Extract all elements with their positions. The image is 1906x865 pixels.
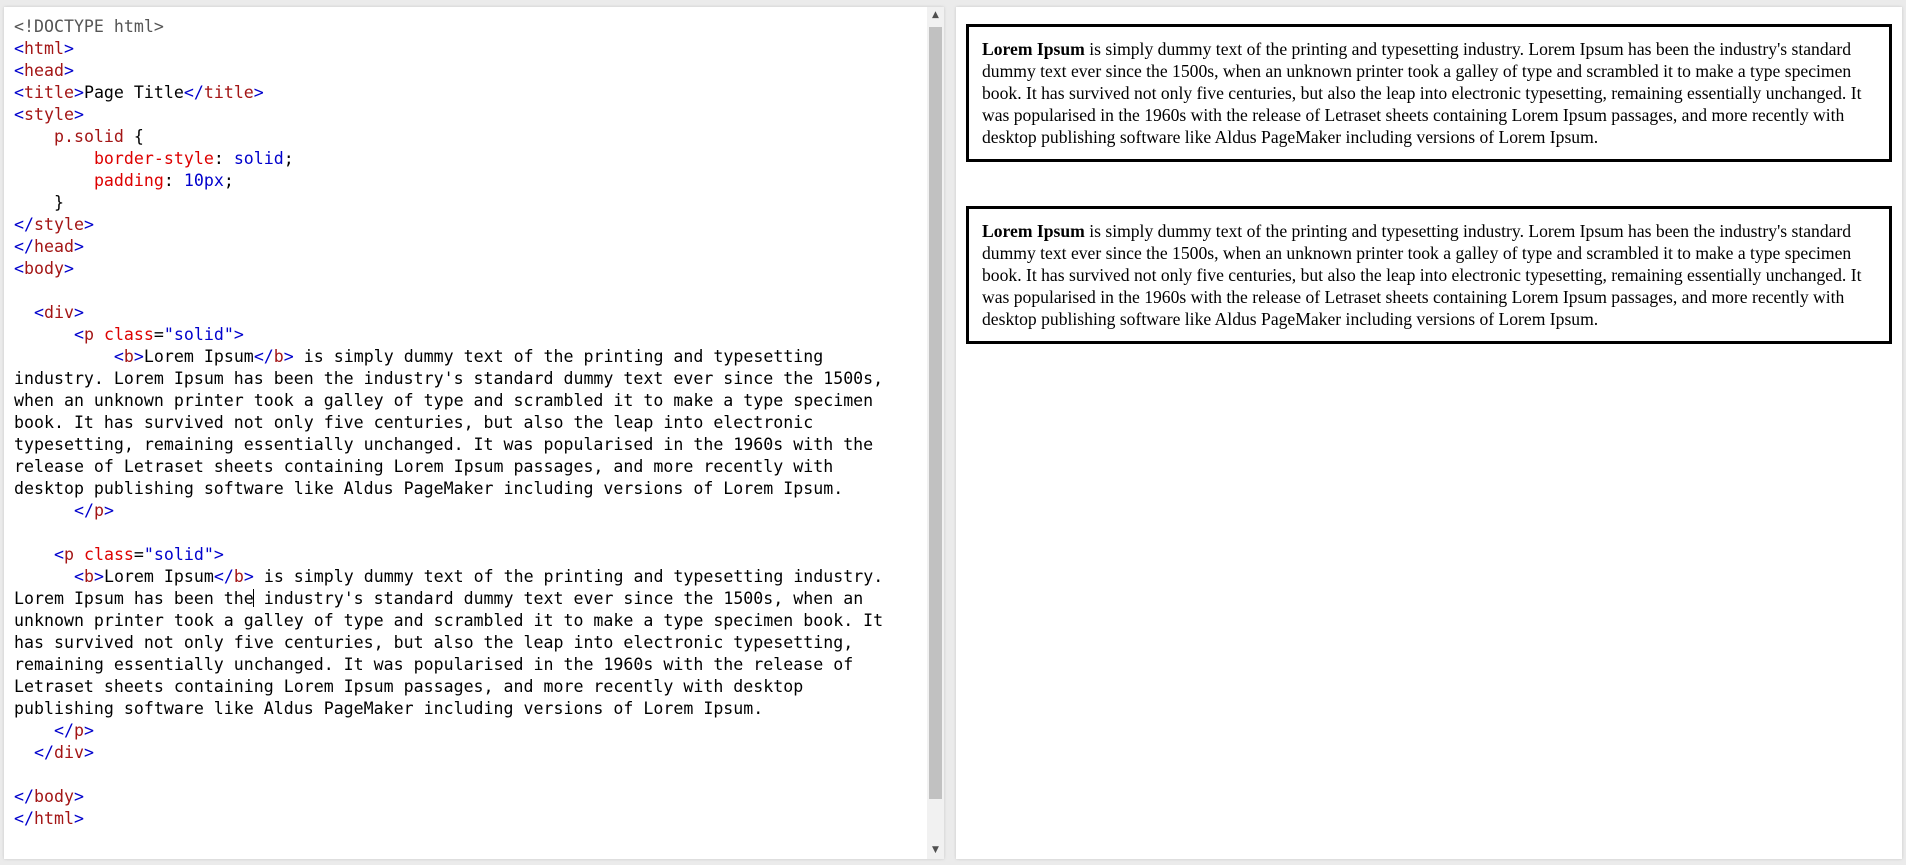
preview-paragraph-text: is simply dummy text of the printing and typesetting industry. Lorem Ipsum has been the industry's standard dummy text ever since the 1500s, when an unknown printer took a galley of type and scrambled it to make a type specimen book. It has survived not only five centuries, but also the leap into electronic typesetting, remaining essentially unchanged. It was popularised in the 1960s with the release of Letraset sheets containing Lorem Ipsum passages, and more recently with desktop publishing software like Aldus PageMaker including versions of Lorem Ipsum. bbox=[982, 221, 1862, 329]
code-token: > bbox=[73, 237, 84, 256]
code-token: > bbox=[63, 61, 74, 80]
code-line bbox=[14, 544, 919, 566]
code-token: > bbox=[103, 501, 114, 520]
code-line bbox=[14, 324, 919, 346]
code-token: < bbox=[14, 39, 24, 58]
code-token: Lorem Ipsum bbox=[143, 347, 254, 366]
code-token: ; bbox=[223, 171, 234, 190]
code-token bbox=[94, 325, 104, 344]
code-token bbox=[14, 171, 94, 190]
code-token: < bbox=[73, 325, 84, 344]
code-line bbox=[14, 126, 919, 148]
code-token: p bbox=[63, 545, 74, 564]
code-token bbox=[14, 127, 54, 146]
code-token: body bbox=[33, 787, 74, 806]
code-token: > bbox=[73, 809, 84, 828]
code-token: > bbox=[233, 325, 244, 344]
code-token: : bbox=[213, 149, 234, 168]
code-line bbox=[14, 214, 919, 236]
code-token: ; bbox=[283, 149, 294, 168]
code-token: > bbox=[83, 743, 94, 762]
code-line bbox=[14, 368, 919, 390]
code-line bbox=[14, 654, 919, 676]
code-line bbox=[14, 148, 919, 170]
code-token: > bbox=[73, 83, 84, 102]
code-token: < bbox=[14, 105, 24, 124]
code-token: border-style bbox=[93, 149, 214, 168]
code-token: typesetting, remaining essentially unchanged. It was popularised in the 1960s with the bbox=[14, 435, 874, 454]
code-line bbox=[14, 280, 919, 302]
code-line bbox=[14, 16, 919, 38]
code-line bbox=[14, 786, 919, 808]
code-token: Lorem Ipsum has been the bbox=[14, 589, 254, 608]
code-token: </ bbox=[14, 809, 34, 828]
code-token: remaining essentially unchanged. It was popularised in the 1960s with the release of bbox=[14, 655, 854, 674]
code-line bbox=[14, 38, 919, 60]
code-line bbox=[14, 632, 919, 654]
scroll-up-arrow-icon[interactable]: ▲ bbox=[932, 10, 939, 20]
code-token: > bbox=[133, 347, 144, 366]
code-token: when an unknown printer took a galley of type and scrambled it to make a type specimen bbox=[14, 391, 874, 410]
code-token: > bbox=[73, 787, 84, 806]
code-line bbox=[14, 742, 919, 764]
code-token: div bbox=[43, 303, 74, 322]
code-token bbox=[14, 501, 74, 520]
code-token: > bbox=[63, 39, 74, 58]
code-token: < bbox=[113, 347, 124, 366]
code-token: > bbox=[283, 347, 294, 366]
code-token: b bbox=[123, 347, 134, 366]
code-token: html bbox=[24, 39, 64, 58]
code-token: Lorem Ipsum bbox=[103, 567, 214, 586]
code-token bbox=[14, 567, 74, 586]
code-line bbox=[14, 236, 919, 258]
code-line bbox=[14, 764, 919, 786]
code-token: "solid" bbox=[163, 325, 234, 344]
code-line bbox=[14, 302, 919, 324]
code-token: </ bbox=[33, 743, 54, 762]
code-token: publishing software like Aldus PageMaker including versions of Lorem Ipsum. bbox=[14, 699, 764, 718]
preview-paragraph-text: is simply dummy text of the printing and typesetting industry. Lorem Ipsum has been the industry's standard dummy text ever since the 1500s, when an unknown printer took a galley of type and scrambled it to make a type specimen book. It has survived not only five centuries, but also the leap into electronic typesetting, remaining essentially unchanged. It was popularised in the 1960s with the release of Letraset sheets containing Lorem Ipsum passages, and more recently with desktop publishing software like Aldus PageMaker including versions of Lorem Ipsum. bbox=[982, 39, 1862, 147]
code-token bbox=[14, 303, 34, 322]
preview-paragraph bbox=[966, 206, 1892, 344]
code-line bbox=[14, 192, 919, 214]
code-token: < bbox=[53, 545, 64, 564]
code-token: < bbox=[33, 303, 44, 322]
code-token: solid bbox=[233, 149, 284, 168]
code-token: < bbox=[73, 567, 84, 586]
code-token: padding bbox=[93, 171, 164, 190]
code-token: = bbox=[133, 545, 144, 564]
code-token: > bbox=[93, 567, 104, 586]
code-token: has survived not only five centuries, but also the leap into electronic typesetting, bbox=[14, 633, 854, 652]
code-token: head bbox=[33, 237, 74, 256]
code-line bbox=[14, 610, 919, 632]
code-token: </ bbox=[73, 501, 94, 520]
code-token: industry's standard dummy text ever since the 1500s, when an bbox=[253, 589, 864, 608]
scroll-down-arrow-icon[interactable]: ▼ bbox=[932, 845, 939, 855]
code-line bbox=[14, 698, 919, 720]
code-token: industry. Lorem Ipsum has been the industry's standard dummy text ever since the 1500s, bbox=[14, 369, 884, 388]
code-token: p bbox=[93, 501, 104, 520]
code-token: p bbox=[83, 325, 94, 344]
code-line bbox=[14, 258, 919, 280]
code-line bbox=[14, 588, 919, 610]
code-token: style bbox=[33, 215, 84, 234]
code-token: b bbox=[83, 567, 94, 586]
code-token: </ bbox=[213, 567, 234, 586]
scroll-thumb[interactable] bbox=[929, 27, 942, 799]
code-line bbox=[14, 676, 919, 698]
code-token: < bbox=[14, 259, 24, 278]
code-token: b bbox=[273, 347, 284, 366]
preview-paragraph bbox=[966, 24, 1892, 162]
code-token: title bbox=[24, 83, 74, 102]
code-token: Letraset sheets containing Lorem Ipsum passages, and more recently with desktop bbox=[14, 677, 804, 696]
code-token: p.solid bbox=[53, 127, 124, 146]
code-token: </ bbox=[14, 237, 34, 256]
code-token: <!DOCTYPE html> bbox=[14, 17, 164, 36]
code-token: is simply dummy text of the printing and typesetting industry. bbox=[253, 567, 884, 586]
editor-scrollbar[interactable] bbox=[927, 7, 944, 859]
code-token: div bbox=[53, 743, 84, 762]
code-token: > bbox=[253, 83, 264, 102]
code-token: html bbox=[33, 809, 74, 828]
code-token: { bbox=[123, 127, 144, 146]
code-token: class bbox=[83, 545, 134, 564]
code-token: p bbox=[73, 721, 84, 740]
code-line bbox=[14, 170, 919, 192]
code-editor-panel[interactable] bbox=[4, 7, 944, 859]
code-token: </ bbox=[14, 215, 34, 234]
code-token: "solid" bbox=[143, 545, 214, 564]
code-token: } bbox=[14, 193, 64, 212]
code-token: desktop publishing software like Aldus PageMaker including versions of Lorem Ipsum. bbox=[14, 479, 844, 498]
code-token bbox=[14, 149, 94, 168]
code-token: : bbox=[163, 171, 184, 190]
code-token: b bbox=[233, 567, 244, 586]
code-token bbox=[74, 545, 84, 564]
code-token: is simply dummy text of the printing and typesetting bbox=[293, 347, 824, 366]
code-token bbox=[14, 325, 74, 344]
code-line bbox=[14, 434, 919, 456]
code-token: > bbox=[83, 215, 94, 234]
code-token bbox=[14, 721, 54, 740]
code-token: > bbox=[83, 721, 94, 740]
code-token: > bbox=[243, 567, 254, 586]
code-line bbox=[14, 808, 919, 830]
code-line bbox=[14, 82, 919, 104]
code-token: release of Letraset sheets containing Lorem Ipsum passages, and more recently with bbox=[14, 457, 834, 476]
result-preview-panel bbox=[956, 7, 1902, 859]
code-token: = bbox=[153, 325, 164, 344]
code-token: style bbox=[24, 105, 74, 124]
code-token: unknown printer took a galley of type and scrambled it to make a type specimen book. It bbox=[14, 611, 884, 630]
code-line bbox=[14, 412, 919, 434]
code-token bbox=[14, 545, 54, 564]
code-editor-textarea[interactable] bbox=[14, 16, 919, 830]
code-token: book. It has survived not only five centuries, but also the leap into electronic bbox=[14, 413, 814, 432]
code-token: </ bbox=[183, 83, 204, 102]
code-token: title bbox=[203, 83, 254, 102]
code-token: class bbox=[103, 325, 154, 344]
code-line bbox=[14, 60, 919, 82]
code-token: > bbox=[213, 545, 224, 564]
code-line bbox=[14, 390, 919, 412]
code-line bbox=[14, 522, 919, 544]
code-token: > bbox=[73, 105, 84, 124]
code-token: </ bbox=[14, 787, 34, 806]
code-token: < bbox=[14, 61, 24, 80]
code-token: </ bbox=[253, 347, 274, 366]
preview-paragraph-bold: Lorem Ipsum bbox=[982, 39, 1085, 59]
code-token: head bbox=[24, 61, 64, 80]
preview-paragraph-bold: Lorem Ipsum bbox=[982, 221, 1085, 241]
code-token: body bbox=[24, 259, 64, 278]
code-token: Page Title bbox=[83, 83, 184, 102]
code-token bbox=[14, 347, 114, 366]
code-line bbox=[14, 346, 919, 368]
code-token: > bbox=[73, 303, 84, 322]
code-token: </ bbox=[53, 721, 74, 740]
code-token: > bbox=[63, 259, 74, 278]
code-token: 10px bbox=[183, 171, 224, 190]
code-line bbox=[14, 456, 919, 478]
code-line bbox=[14, 720, 919, 742]
code-line bbox=[14, 500, 919, 522]
code-line bbox=[14, 478, 919, 500]
code-line bbox=[14, 566, 919, 588]
code-line bbox=[14, 104, 919, 126]
code-token: < bbox=[14, 83, 24, 102]
code-token bbox=[14, 743, 34, 762]
